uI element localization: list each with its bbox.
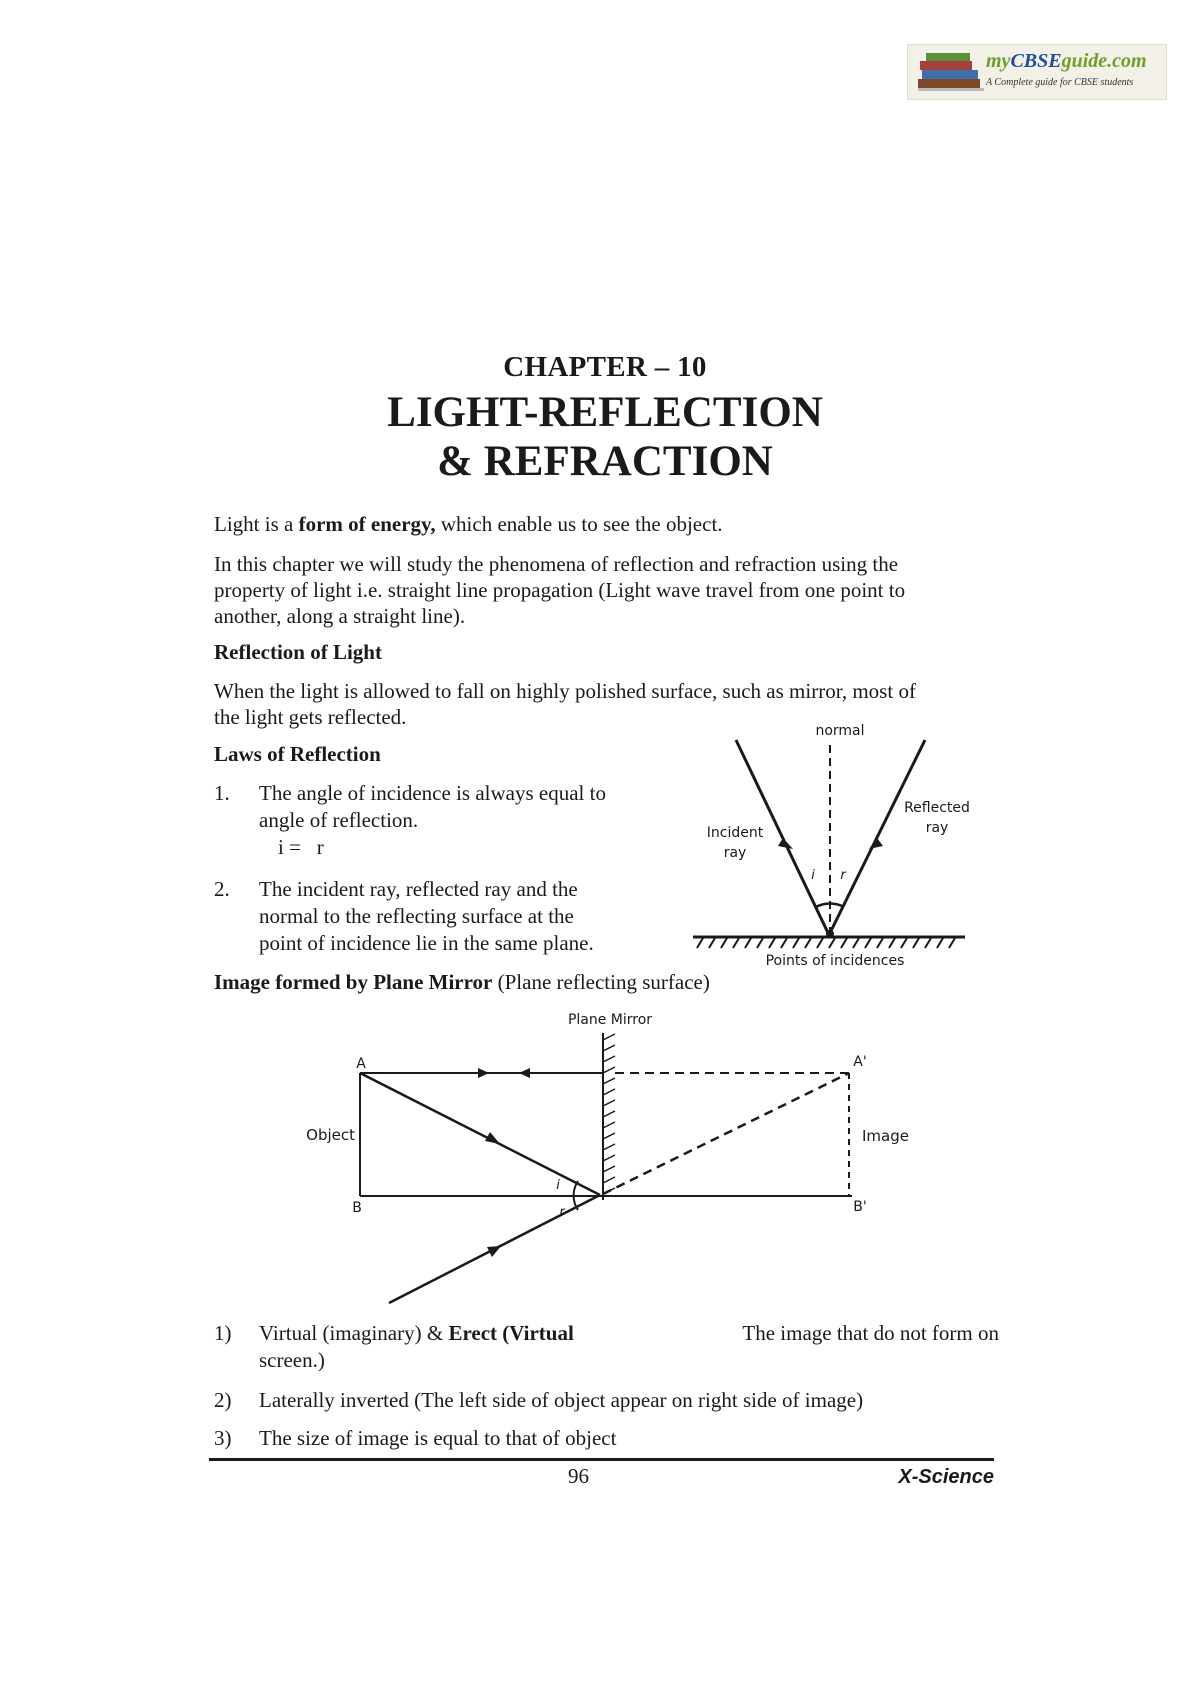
law-2-number: 2. xyxy=(214,877,230,901)
point-a-prime-label: A' xyxy=(853,1054,867,1070)
point-a-label: A xyxy=(356,1056,366,1072)
page-number: 96 xyxy=(568,1464,589,1488)
point-of-incidence xyxy=(826,930,834,938)
law-2-text: The incident ray, reflected ray and the normal to the reflecting surface at the point of incidence lie in the same plane. xyxy=(259,877,594,955)
incident-ray-label-line2: ray xyxy=(723,845,747,861)
chapter-title xyxy=(0,388,1200,486)
property-1-number: 1) xyxy=(214,1321,232,1345)
arrow-left xyxy=(519,1068,530,1078)
law-1-number: 1. xyxy=(214,781,230,805)
chapter-title-line1: LIGHT-REFLECTION xyxy=(387,389,823,436)
books-icon xyxy=(914,51,988,93)
reflected-ray-label-line1: Reflected xyxy=(904,800,970,816)
incident-arrow xyxy=(778,838,793,849)
reflection-heading: Reflection of Light xyxy=(214,640,382,664)
angle-r-label: r xyxy=(559,1205,565,1220)
logo-name: myCBSEguide.com xyxy=(986,50,1147,72)
property-2-text: Laterally inverted (The left side of object appear on right side of image) xyxy=(259,1388,864,1412)
points-of-incidence-label: Points of incidences xyxy=(765,953,905,969)
normal-label: normal xyxy=(815,723,865,739)
reflected-arrow xyxy=(869,838,883,849)
arrow-right xyxy=(478,1068,489,1078)
object-label: Object xyxy=(306,1126,355,1144)
incident-ray-arrow xyxy=(485,1132,500,1144)
incident-ray-label-line1: Incident xyxy=(706,825,764,841)
property-1-text: Virtual (imaginary) & Erect (Virtual The image that do not form on screen.) xyxy=(259,1321,999,1372)
plane-mirror-heading: Image formed by Plane Mirror (Plane reflecting surface) xyxy=(214,970,710,994)
point-b-prime-label: B' xyxy=(853,1199,867,1215)
logo-tagline: A Complete guide for CBSE students xyxy=(986,77,1134,88)
site-logo xyxy=(907,44,1167,100)
chapter-title-line2: & REFRACTION xyxy=(437,438,773,485)
mirror-hatching xyxy=(697,938,955,948)
angle-i-label: i xyxy=(811,868,815,883)
law-1-text: The angle of incidence is always equal to angle of reflection. i = r xyxy=(259,781,606,859)
plane-mirror-hatching xyxy=(603,1034,615,1194)
reflection-description: When the light is allowed to fall on highly polished surface, such as mirror, most of the light gets reflected. xyxy=(214,679,916,729)
reflection-law-diagram xyxy=(680,715,980,975)
mirror-label: Plane Mirror xyxy=(567,1012,653,1028)
image-label: Image xyxy=(862,1127,909,1145)
intro-paragraph: In this chapter we will study the phenomena of reflection and refraction using the property of light i.e. straight line propagation (Light wave travel from one point to another, along a straight line). xyxy=(214,552,906,628)
incident-ray xyxy=(360,1073,600,1195)
laws-heading: Laws of Reflection xyxy=(214,742,381,766)
plane-mirror-diagram xyxy=(300,1005,920,1305)
point-b-label: B xyxy=(352,1200,362,1216)
reflected-ray-label-line2: ray xyxy=(925,820,949,836)
angle-i-label: i xyxy=(556,1178,560,1193)
chapter-label: CHAPTER – 10 xyxy=(503,351,707,383)
footer-subject: X-Science xyxy=(898,1466,994,1488)
property-2-number: 2) xyxy=(214,1388,232,1412)
property-3-number: 3) xyxy=(214,1426,232,1450)
property-3-text: The size of image is equal to that of object xyxy=(259,1426,617,1450)
law-1-formula: i = r xyxy=(278,835,324,859)
angle-r-label: r xyxy=(840,868,846,883)
virtual-ray-extension xyxy=(603,1073,849,1194)
footer-rule xyxy=(209,1458,994,1461)
intro-line: Light is a form of energy, which enable us to see the object. xyxy=(214,512,723,536)
